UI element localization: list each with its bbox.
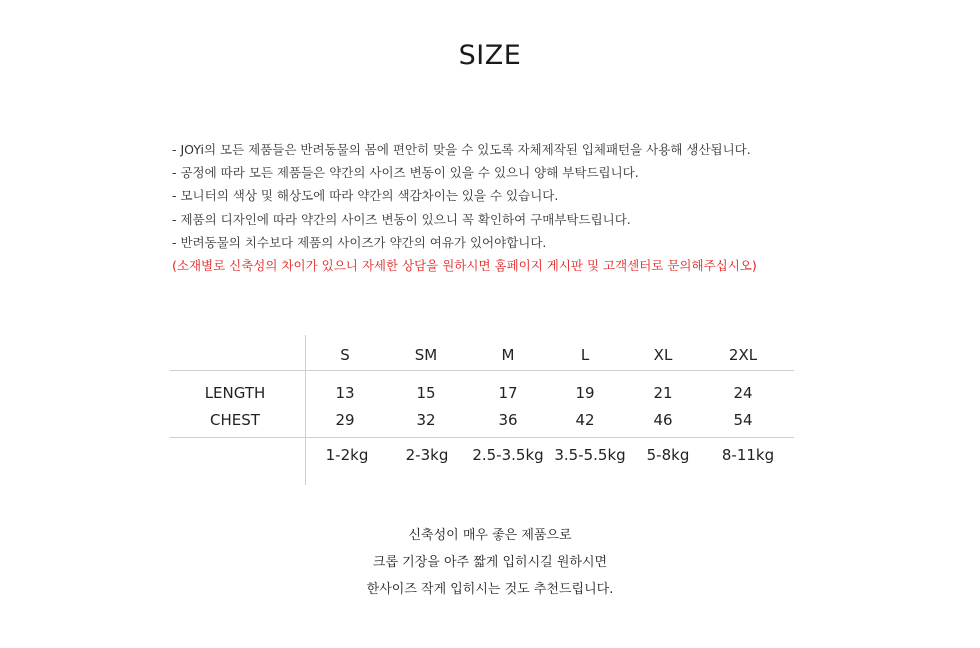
table-cell: 24	[733, 384, 753, 402]
footer-recommendation	[0, 522, 980, 603]
weight-cell: 5-8kg	[646, 446, 690, 464]
table-cell: 54	[733, 411, 753, 429]
table-cell: 29	[335, 411, 355, 429]
size-header-m: M	[501, 346, 515, 364]
table-cell: 36	[498, 411, 518, 429]
table-cell: 15	[416, 384, 436, 402]
table-cell: 46	[653, 411, 673, 429]
size-notes	[172, 138, 757, 277]
size-header-s: S	[340, 346, 350, 364]
weight-cell: 3.5-5.5kg	[554, 446, 626, 464]
table-divider-horizontal	[170, 370, 794, 371]
table-divider-horizontal	[170, 437, 794, 438]
table-cell: 42	[575, 411, 595, 429]
page-title: SIZE	[458, 40, 522, 71]
row-label-chest: CHEST	[210, 411, 260, 429]
table-cell: 32	[416, 411, 436, 429]
note-item: - 제품의 디자인에 따라 약간의 사이즈 변동이 있으니 꼭 확인하여 구매부탁드립니다.	[172, 211, 631, 227]
table-cell: 19	[575, 384, 595, 402]
table-cell: 13	[335, 384, 355, 402]
size-header-2xl: 2XL	[728, 346, 758, 364]
table-cell: 17	[498, 384, 518, 402]
footer-line: 신축성이 매우 좋은 제품으로	[408, 528, 572, 543]
weight-cell: 2.5-3.5kg	[472, 446, 544, 464]
row-label-length: LENGTH	[204, 384, 266, 402]
table-cell: 21	[653, 384, 673, 402]
size-header-sm: SM	[414, 346, 438, 364]
note-item: - JOYi의 모든 제품들은 반려동물의 몸에 편안히 맞을 수 있도록 자체제작된 입체패턴을 사용해 생산됩니다.	[172, 142, 751, 157]
size-header-l: L	[580, 346, 590, 364]
note-item: - 모니터의 색상 및 해상도에 따라 약간의 색감차이는 있을 수 있습니다.	[172, 188, 559, 204]
weight-cell: 1-2kg	[325, 446, 369, 464]
weight-cell: 2-3kg	[405, 446, 449, 464]
weight-cell: 8-11kg	[721, 446, 775, 464]
note-item: - 공정에 따라 모든 제품들은 약간의 사이즈 변동이 있을 수 있으니 양해 부탁드립니다.	[172, 165, 639, 181]
footer-line: 크롭 기장을 아주 짧게 입히시길 원하시면	[372, 555, 608, 570]
note-item: - 반려동물의 치수보다 제품의 사이즈가 약간의 여유가 있어야합니다.	[172, 234, 547, 250]
note-warning: (소재별로 신축성의 차이가 있으니 자세한 상담을 원하시면 홈페이지 게시판 및 고객센터로 문의해주십시오)	[172, 258, 757, 274]
size-header-xl: XL	[653, 346, 673, 364]
footer-line: 한사이즈 작게 입히시는 것도 추천드립니다.	[366, 582, 614, 597]
